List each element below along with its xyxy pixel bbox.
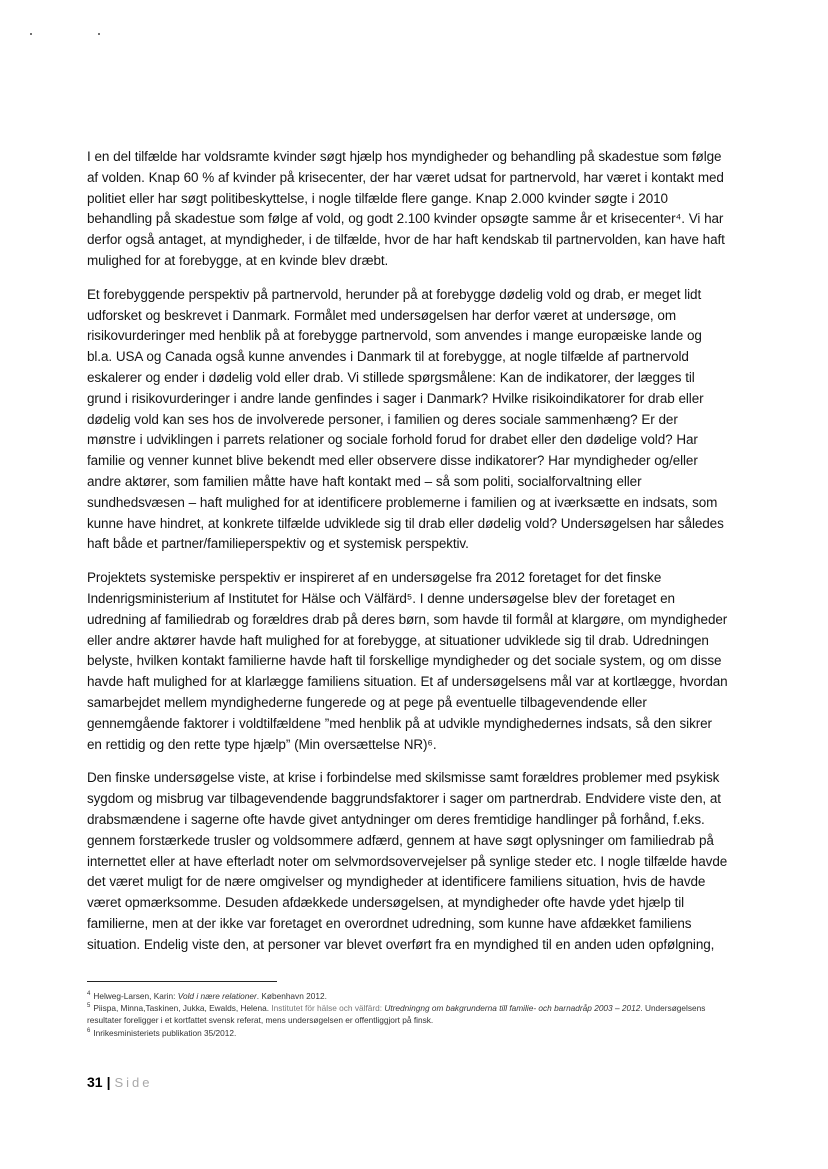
footnote-text: Inrikesministeriets publikation 35/2012. (93, 1027, 237, 1038)
footnote-number: 5 (87, 1003, 91, 1010)
footnote-5 (87, 1002, 727, 1026)
body-text (87, 147, 729, 968)
scan-mark (98, 33, 100, 35)
footnote-institution: Institutet för hälse och välfärd: (271, 1003, 385, 1014)
footnote-number: 6 (87, 1027, 91, 1034)
footnote-title: Utredningng om bakgrunderna till familie- och barnadråp 2003 – 2012 (384, 1003, 641, 1014)
paragraph-3: Projektets systemiske perspektiv er inspireret af en undersøgelse fra 2012 foretaget for det finske Indenrigsministerium af Institutet for Hälse och Välfärd⁵. I denne undersøgelse blev der foretaget en udredning af familiedrab og forældres drab på deres børn, som havde til formål at klargøre, om myndigheder eller andre aktører havde haft mulighed for at forebygge, at situationer udviklede sig til drab. Udredningen belyste, hvilken kontakt familierne havde haft til forskellige myndigheder og det sociale system, og om disse havde haft mulighed for at klarlægge familiens situation. Et af undersøgelsens mål var at kortlægge, hvordan samarbejdet mellem myndighederne fungerede og at pege på eventuelle tilbagevendende eller gennemgående faktorer i voldtilfældene ”med henblik på at udvikle myndighedernes indsats, så den sikrer en rettidig og den rette type hjælp” (Min oversættelse NR)⁶. (87, 570, 728, 752)
footnote-divider (87, 981, 277, 982)
footnote-number: 4 (87, 991, 91, 998)
footnote-text: . København 2012. (256, 991, 327, 1001)
footnotes (87, 990, 727, 1039)
footnote-text: Helweg-Larsen, Karin: (93, 991, 178, 1001)
page-number: 31 (87, 1074, 103, 1090)
paragraph-1: I en del tilfælde har voldsramte kvinder søgt hjælp hos myndigheder og behandling på skadestue som følge af volden. Knap 60 % af kvinder på krisecenter, der har været udsat for partnervold, har været i kontakt med politiet eller har søgt politibeskyttelse, i nogle tilfælde flere gange. Knap 2.000 kvinder søgte i 2010 behandling på skadestue som følge af vold, og godt 2.100 kvinder opsøgte samme år et krisecenter⁴. Vi har derfor også antaget, at myndigheder, i de tilfælde, hvor de har haft kendskab til partnervolden, kan have haft mulighed for at forebygge, at en kvinde blev dræbt. (87, 149, 725, 268)
page-footer (87, 1074, 153, 1090)
footer-label: Side (114, 1075, 153, 1090)
footnote-title: Vold i nære relationer (177, 991, 257, 1001)
footnote-4 (87, 990, 727, 1002)
paragraph-4: Den finske undersøgelse viste, at krise i forbindelse med skilsmisse samt forældres problemer med psykisk sygdom og misbrug var tilbagevendende baggrundsfaktorer i sager om partnerdrab. Endvidere viste den, at drabsmændene i sagerne ofte havde givet antydninger om deres fremtidige handlinger på forhånd, f.eks. gennem forstærkede trusler og voldsommere adfærd, gennem at have søgt oplysninger om familiedrab på internettet eller at have efterladt noter om selvmordsovervejelser på synlige steder etc. I nogle tilfælde havde det været muligt for de nære omgivelser og myndigheder at identificere familiens situation, hvis de havde været opmærksomme. Desuden afdækkede undersøgelsen, at myndigheder ofte havde ydet hjælp til familierne, men at der ikke var foretaget en overordnet udredning, som kunne have afdækket familiens situation. Endelig viste den, at personer var blevet overført fra en myndighed til en anden uden opfølgning, (87, 770, 728, 952)
footnote-text: . Undersøgelsens resultater foreligger i et kortfattet svensk referat, mens undersøgelsen er offentliggjort på finsk. (87, 1003, 706, 1026)
footnote-text: Piispa, Minna,Taskinen, Jukka, Ewalds, Helena. (93, 1003, 272, 1014)
footnote-6 (87, 1027, 727, 1039)
paragraph-2: Et forebyggende perspektiv på partnervold, herunder på at forebygge dødelig vold og drab, er meget lidt udforsket og beskrevet i Danmark. Formålet med undersøgelsen har derfor været at undersøge, om risikovurderinger med henblik på at forebygge partnervold, som anvendes i mange europæiske lande og bl.a. USA og Canada også kunne anvendes i Danmark til at forebygge, at nogle tilfælde af partnervold eskalerer og ender i dødelig vold eller drab. Vi stillede spørgsmålene: Kan de indikatorer, der lægges til grund i risikovurderinger i andre lande genfindes i sager i Danmark? Hvilke risikoindikatorer for drab eller dødelig vold kan ses hos de involverede personer, i familien og deres sociale sammenhæng? Er der mønstre i udviklingen i parrets relationer og sociale forhold forud for drabet eller den dødelige vold? Har familie og venner kunnet blive bekendt med eller observere disse indikatorer? Har myndigheder og/eller andre aktører, som familien måtte have haft kontakt med – så som politi, socialforvaltning eller sundhedsvæsen – haft mulighed for at identificere problemerne i familien og at iværksætte en indsats, som kunne have hindret, at konkrete tilfælde udviklede sig til drab eller dødelig vold? Undersøgelsen har således haft både et partner/familieperspektiv og et systemisk perspektiv. (87, 286, 724, 552)
footer-separator: | (106, 1074, 111, 1090)
scan-mark (30, 33, 32, 35)
